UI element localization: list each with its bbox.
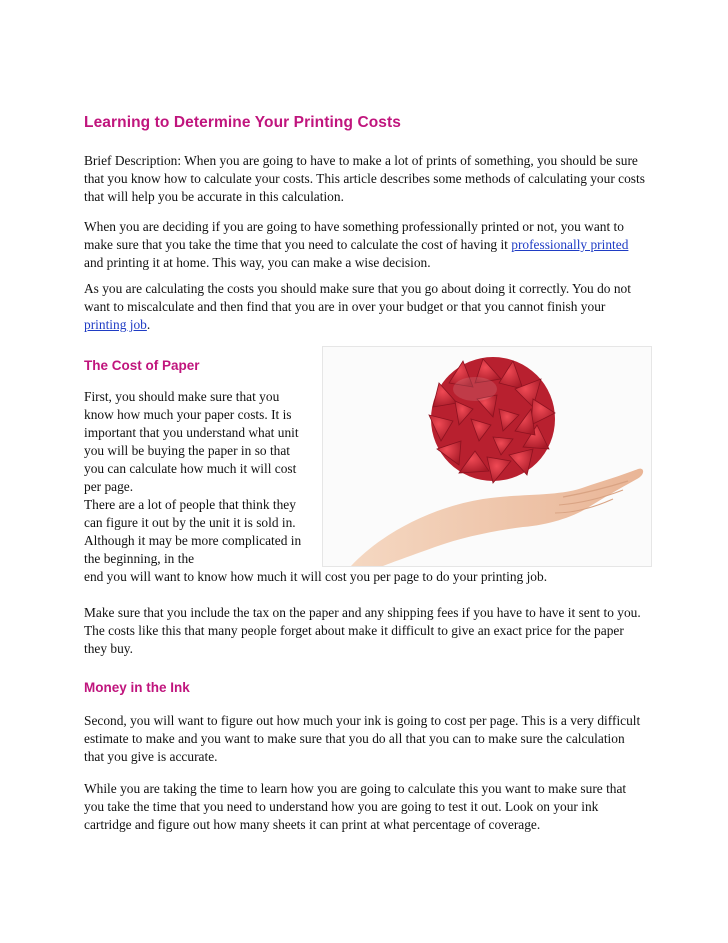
paragraph-unit-cost-continued: end you will want to know how much it will cost you per page to do your printing job. <box>84 569 548 584</box>
section-heading-money-in-ink: Money in the Ink <box>84 680 190 695</box>
article-title: Learning to Determine Your Printing Costs <box>84 114 402 131</box>
paragraph-unit-cost: There are a lot of people that think they can figure it out by the unit it is sold in. Although it may be more complicated in the beginning, in the <box>84 497 302 566</box>
printing-job-link[interactable]: printing job <box>84 317 147 332</box>
paragraph-paper-costs: First, you should make sure that you know how much your paper costs. It is important that you understand what unit you will be buying the paper in so that you can calculate how much it will cost per page. <box>84 389 299 494</box>
brief-description: Brief Description: When you are going to have to make a lot of prints of something, you should be sure that you know how to calculate your costs. This article describes some methods of calculating your costs that will help you be accurate in this calculation. <box>84 153 645 204</box>
paragraph-calculate-correctly <box>84 280 646 334</box>
paragraph-text: . <box>146 317 151 332</box>
paragraph-text: and printing it at home. This way, you can make a wise decision. <box>84 255 431 270</box>
section-heading-cost-of-paper: The Cost of Paper <box>84 358 200 373</box>
paragraph-text: As you are calculating the costs you should make sure that you go about doing it correctly. You do not want to miscalculate and then find that you are in over your budget or that you cannot finish your <box>84 281 631 314</box>
paragraph-tax-shipping: Make sure that you include the tax on the paper and any shipping fees if you have to have it sent to you. The costs like this that many people forget about make it difficult to give an exact price for the paper they buy. <box>84 605 641 656</box>
paragraph-text: When you are deciding if you are going to have something professionally printed or not, you want to make sure that you take the time that you need to calculate the cost of having it <box>84 219 624 252</box>
professionally-printed-link[interactable]: professionally printed <box>511 237 629 252</box>
hand-shape <box>351 469 643 566</box>
paragraph-test-ink: While you are taking the time to learn how you are going to calculate this you want to make sure that you take the time that you need to understand how you are going to test it out. Look on your ink cartridge and figure out how many sheets it can print at what percentage of coverage. <box>84 781 627 832</box>
flower-ball <box>429 357 555 483</box>
paragraph-professional-printing <box>84 218 646 272</box>
origami-flower-image <box>322 346 652 567</box>
hand-flower-illustration <box>323 347 651 566</box>
paragraph-ink-cost: Second, you will want to figure out how much your ink is going to cost per page. This is a very difficult estimate to make and you want to make sure that you do all that you can to make sure the calculation that you give is accurate. <box>84 713 641 764</box>
